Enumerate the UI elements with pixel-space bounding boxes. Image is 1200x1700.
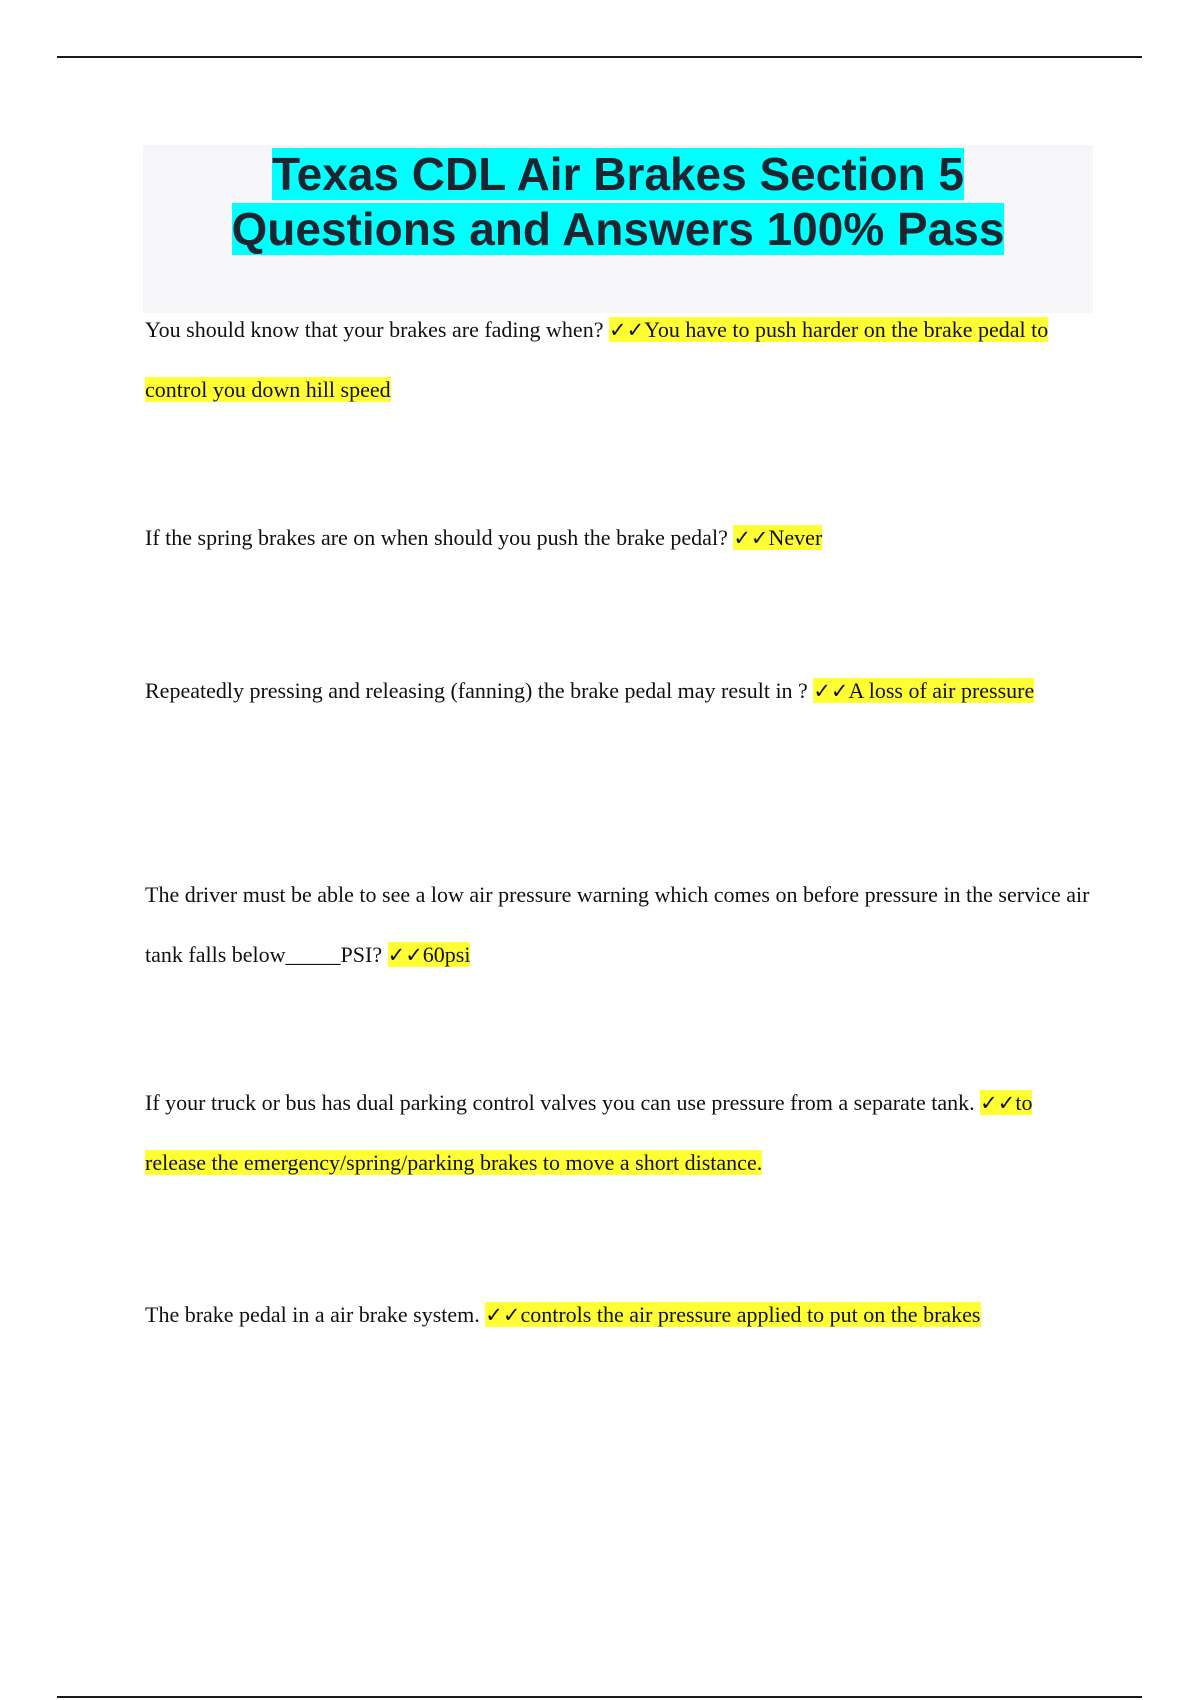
answer-text: 60psi: [422, 942, 471, 967]
double-check-icon: ✓✓: [733, 526, 769, 550]
document-title-line-2: Questions and Answers 100% Pass: [231, 203, 1005, 255]
question-text: You should know that your brakes are fading when?: [145, 317, 604, 342]
answer-text: Never: [768, 525, 823, 550]
document-title-line-1: Texas CDL Air Brakes Section 5: [272, 148, 964, 200]
answer-highlight: [388, 942, 471, 967]
header-rule: [57, 56, 1142, 58]
qa-item-3: [145, 661, 1090, 721]
question-text: The brake pedal in a air brake system.: [145, 1302, 480, 1327]
qa-item-6: [145, 1285, 1090, 1345]
question-text: If your truck or bus has dual parking control valves you can use pressure from a separate tank.: [145, 1090, 975, 1115]
answer-highlight: [813, 678, 1034, 703]
double-check-icon: ✓✓: [980, 1091, 1016, 1115]
answer-text: You have to push harder on the brake pedal to control you down hill speed: [145, 317, 1049, 402]
answer-text: A loss of air pressure: [848, 678, 1035, 703]
title-block: [143, 145, 1093, 313]
answer-text: controls the air pressure applied to put on the brakes: [520, 1302, 981, 1327]
document-title: [143, 145, 1093, 257]
answer-text: to release the emergency/spring/parking brakes to move a short distance.: [145, 1090, 1033, 1175]
answer-highlight: [733, 525, 822, 550]
qa-item-5: [145, 1073, 1090, 1193]
answer-highlight: [485, 1302, 980, 1327]
footer-rule: [57, 1696, 1142, 1698]
question-text: If the spring brakes are on when should you push the brake pedal?: [145, 525, 728, 550]
qa-item-1: [145, 300, 1090, 420]
double-check-icon: ✓✓: [813, 679, 849, 703]
qa-item-2: [145, 508, 1090, 568]
double-check-icon: ✓✓: [608, 318, 645, 342]
double-check-icon: ✓✓: [485, 1303, 521, 1327]
question-text: The driver must be able to see a low air pressure warning which comes on before pressure in the service air tank falls below_____PSI?: [145, 882, 1090, 967]
qa-item-4: [145, 865, 1090, 985]
question-text: Repeatedly pressing and releasing (fanning) the brake pedal may result in ?: [145, 678, 808, 703]
double-check-icon: ✓✓: [387, 943, 423, 967]
